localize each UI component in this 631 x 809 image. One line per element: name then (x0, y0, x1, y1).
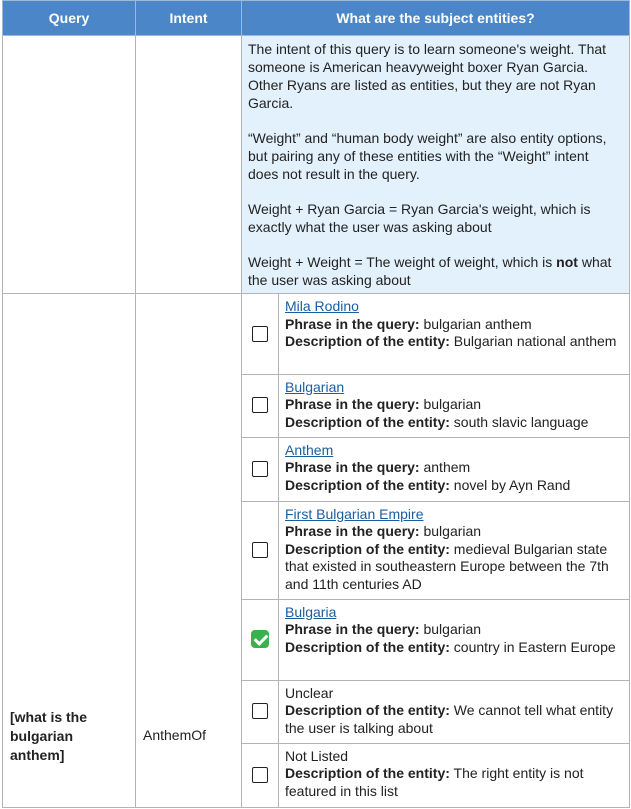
intent-cell (136, 294, 242, 808)
option-title: Unclear (285, 684, 334, 701)
guidance-paragraph: Weight + Ryan Garcia = Ryan Garcia's weight, which is exactly what the user was asking about (248, 201, 591, 235)
entity-list (242, 294, 629, 807)
entity-link[interactable]: Anthem (285, 441, 334, 458)
description-label: Description of the entity: (285, 638, 450, 655)
entity-option[interactable] (242, 599, 629, 680)
description-label: Description of the entity: (285, 413, 450, 430)
description-value: We cannot tell what entity the user is talking about (285, 702, 614, 736)
guidance-paragraph: The intent of this query is to learn someone's weight. That someone is American heavyweight boxer Ryan Garcia. Other Ryans are listed as entities, but they are not Ryan Garcia. (248, 41, 607, 111)
option-title: Not Listed (285, 747, 349, 764)
description-value: The right entity is not featured in this list (285, 765, 584, 799)
description-value: south slavic language (449, 413, 589, 430)
guidance-paragraph (248, 253, 619, 289)
empty-intent-cell (136, 36, 242, 294)
entity-option[interactable] (242, 501, 629, 599)
phrase-label: Phrase in the query: (285, 315, 420, 332)
phrase-label: Phrase in the query: (285, 396, 420, 412)
description-label: Description of the entity: (285, 702, 450, 718)
intent-text: AnthemOf (143, 727, 207, 743)
column-header-query: Query (3, 1, 136, 36)
description-value: Bulgarian national anthem (449, 333, 617, 349)
phrase-label: Phrase in the query: (285, 459, 420, 475)
entity-details (279, 743, 630, 807)
description-label: Description of the entity: (285, 476, 450, 493)
column-header-intent: Intent (136, 1, 242, 36)
guidance-emphasis: not (556, 254, 578, 270)
phrase-value: bulgarian anthem (419, 315, 532, 332)
entity-option[interactable] (242, 680, 629, 743)
entity-details (279, 437, 630, 501)
empty-query-cell (3, 36, 136, 294)
entity-details (279, 294, 630, 374)
description-value: novel by Ayn Rand (449, 476, 571, 493)
entity-link[interactable]: First Bulgarian Empire (285, 505, 424, 522)
entity-options (242, 294, 630, 808)
checkbox-checked-icon[interactable] (251, 630, 269, 648)
checkbox-cell[interactable] (242, 294, 279, 374)
checkbox-unchecked-icon[interactable] (252, 703, 268, 719)
guidance-paragraph: “Weight” and “human body weight” are also entity options, but pairing any of these entities with the “Weight” intent does not result in the query. (248, 130, 607, 182)
guidance-row (3, 36, 630, 294)
entity-option[interactable] (242, 437, 629, 501)
entity-option[interactable] (242, 743, 629, 807)
checkbox-cell[interactable] (242, 437, 279, 501)
checkbox-unchecked-icon[interactable] (252, 542, 268, 558)
checkbox-unchecked-icon[interactable] (252, 326, 268, 342)
checkbox-cell[interactable] (242, 501, 279, 599)
entity-option[interactable] (242, 374, 629, 437)
checkbox-cell[interactable] (242, 374, 279, 437)
entity-details (279, 680, 630, 743)
phrase-value: bulgarian (419, 396, 482, 412)
entity-link[interactable]: Bulgaria (285, 603, 337, 620)
description-value: medieval Bulgarian state that existed in southeastern Europe between the 7th and 11th centuries AD (285, 540, 609, 592)
checkbox-unchecked-icon[interactable] (252, 397, 268, 413)
entity-details (279, 374, 630, 437)
description-label: Description of the entity: (285, 765, 450, 781)
phrase-value: anthem (419, 459, 471, 475)
entity-option[interactable] (242, 294, 629, 374)
guidance-text: Weight + Weight = The weight of weight, which is (248, 254, 557, 270)
guidance-text: what the user was asking about (248, 254, 612, 288)
entity-link[interactable]: Bulgarian (285, 378, 345, 395)
checkbox-unchecked-icon[interactable] (252, 767, 268, 783)
entity-details (279, 599, 630, 680)
entity-link[interactable]: Mila Rodino (285, 298, 359, 314)
checkbox-cell[interactable] (242, 680, 279, 743)
checkbox-cell[interactable] (242, 743, 279, 807)
description-label: Description of the entity: (285, 540, 450, 557)
query-row (3, 294, 630, 808)
query-cell (3, 294, 136, 808)
description-value: country in Eastern Europe (449, 638, 616, 655)
column-header-subject-entities: What are the subject entities? (242, 1, 630, 36)
phrase-value: bulgarian (419, 621, 482, 637)
phrase-label: Phrase in the query: (285, 621, 420, 637)
checkbox-unchecked-icon[interactable] (252, 461, 268, 477)
checkbox-cell[interactable] (242, 599, 279, 680)
guidance-note (242, 36, 630, 294)
annotation-table (2, 0, 630, 808)
entity-details (279, 501, 630, 599)
query-text: [what is the bulgarian anthem] (10, 709, 88, 763)
header-row (3, 1, 630, 36)
phrase-label: Phrase in the query: (285, 523, 420, 539)
description-label: Description of the entity: (285, 333, 450, 349)
phrase-value: bulgarian (419, 523, 482, 539)
